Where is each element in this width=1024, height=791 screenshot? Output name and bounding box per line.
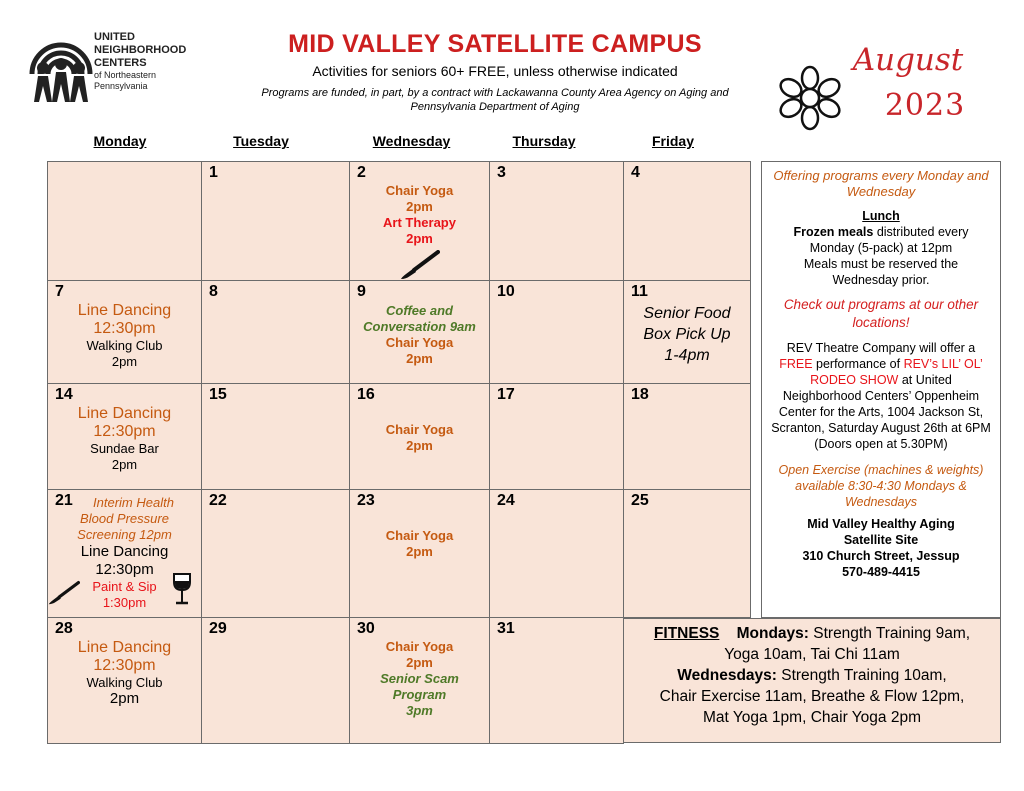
event-time: 2pm: [406, 351, 433, 366]
date-number: 11: [631, 283, 648, 300]
event-title: Chair Yoga: [385, 422, 454, 437]
event-time: Screening 12pm: [77, 527, 172, 542]
unc-logo: [28, 28, 200, 108]
month-label: August: [852, 42, 964, 78]
funding-line: Pennsylvania Department of Aging: [410, 101, 580, 113]
rev-text: at United Neighborhood Centers’ Oppenheim Center for the Arts, 1004 Jackson St, Scranton, Saturday August 26th at 6PM: [771, 373, 991, 435]
event-title: Chair Yoga: [385, 183, 454, 198]
event-title: Program: [392, 687, 447, 702]
calendar-cell: [349, 489, 490, 618]
event-time: 1:30pm: [102, 595, 147, 610]
event-time: 12:30pm: [93, 423, 156, 440]
date-number: 4: [631, 164, 640, 181]
event-time: 12:30pm: [93, 657, 156, 674]
rev-theatre-note: [770, 340, 992, 436]
calendar-cell: [489, 489, 624, 618]
event-title: Blood Pressure: [80, 511, 169, 526]
event-title: Senior Food: [643, 305, 731, 322]
funding-line: Programs are funded, in part, by a contract with Lackawanna County Area Agency on Aging and: [261, 87, 729, 99]
rev-show-title: REV’s LIL’ OL’ RODEO SHOW: [810, 357, 983, 387]
event-time: 2pm: [406, 544, 433, 559]
logo-line: CENTERS: [94, 57, 147, 69]
flower-icon: [776, 64, 844, 132]
calendar-cell: [349, 617, 490, 744]
event-title: Interim Health: [93, 495, 174, 510]
date-number: 14: [55, 386, 73, 403]
event-title: Coffee and: [386, 303, 453, 318]
date-number: 22: [209, 492, 227, 509]
event-title: Line Dancing: [80, 543, 169, 560]
rev-doors: (Doors open at 5.30PM): [814, 437, 948, 451]
date-number: 9: [357, 283, 366, 300]
calendar-cell: [489, 161, 624, 281]
calendar-cell: [349, 280, 490, 384]
event-time: 12:30pm: [93, 320, 156, 337]
calendar-cell: [623, 161, 751, 281]
event-time: 3pm: [406, 703, 433, 718]
calendar-cell: [201, 280, 350, 384]
lunch-bold: Frozen meals: [793, 225, 874, 239]
date-number: 3: [497, 164, 506, 181]
date-number: 24: [497, 492, 515, 509]
logo-figures-icon: [28, 30, 94, 106]
site-name: Satellite Site: [843, 533, 919, 547]
calendar-cell: [47, 280, 202, 384]
date-number: 23: [357, 492, 375, 509]
site-phone: 570-489-4415: [842, 565, 920, 579]
event-title: Walking Club: [86, 675, 163, 690]
mondays-text: Strength Training 9am,: [808, 625, 971, 642]
date-number: 30: [357, 620, 375, 637]
funding-note: [215, 86, 775, 114]
fitness-line: [630, 665, 994, 686]
fitness-line: [630, 623, 994, 644]
calendar-cell: [623, 489, 751, 618]
site-address: 310 Church Street, Jessup: [802, 549, 960, 563]
offering-note: Offering programs every Monday and Wednesday: [773, 168, 989, 199]
calendar-cell: [201, 383, 350, 490]
calendar-cell: [489, 383, 624, 490]
site-name: Mid Valley Healthy Aging: [807, 517, 955, 531]
calendar-cell: [623, 383, 751, 490]
calendar-cell: [489, 280, 624, 384]
wednesdays-label: Wednesdays:: [677, 667, 777, 684]
event-time: 2pm: [406, 231, 433, 246]
calendar-cell: [47, 383, 202, 490]
event-time: 2pm: [406, 438, 433, 453]
calendar-cell-empty: [47, 161, 202, 281]
event-title: Senior Scam: [380, 671, 459, 686]
rev-free: FREE: [779, 357, 813, 371]
logo-line: of Northeastern: [94, 70, 157, 80]
event-title: Chair Yoga: [385, 639, 454, 654]
day-header-wednesday: Wednesday: [372, 133, 451, 149]
event-title: Art Therapy: [383, 215, 456, 230]
year-label: 2023: [884, 88, 966, 123]
fitness-label: FITNESS: [653, 625, 720, 642]
fitness-schedule: [623, 618, 1001, 743]
event-title: Line Dancing: [77, 405, 172, 422]
open-exercise-note: Open Exercise (machines & weights) available 8:30-4:30 Mondays & Wednesdays: [778, 463, 984, 509]
day-header-friday: Friday: [651, 133, 694, 149]
date-number: 16: [357, 386, 375, 403]
lunch-reserve: Meals must be reserved the Wednesday prior.: [803, 257, 959, 287]
event-time: 2pm: [111, 354, 138, 369]
calendar-cell: [47, 617, 202, 744]
page-title: MID VALLEY SATELLITE CAMPUS: [288, 30, 702, 58]
event-title: Line Dancing: [77, 639, 172, 656]
date-number: 29: [209, 620, 227, 637]
paintbrush-icon: [48, 578, 80, 608]
logo-line: UNITED: [94, 31, 135, 43]
calendar-cell: [349, 161, 490, 281]
wednesdays-text: Strength Training 10am,: [776, 667, 947, 684]
wine-glass-icon: [171, 572, 193, 606]
calendar-cell: [623, 280, 751, 384]
date-number: 7: [55, 283, 64, 300]
date-number: 18: [631, 386, 649, 403]
day-header-tuesday: Tuesday: [233, 133, 289, 149]
calendar-cell: [201, 489, 350, 618]
event-title: Chair Yoga: [385, 335, 454, 350]
fitness-line: Yoga 10am, Tai Chi 11am: [724, 646, 900, 663]
date-number: 17: [497, 386, 515, 403]
mondays-label: Mondays:: [736, 625, 809, 642]
event-title: Chair Yoga: [385, 528, 454, 543]
date-number: 15: [209, 386, 227, 403]
date-number: 31: [497, 620, 515, 637]
calendar-cell: [489, 617, 624, 744]
date-number: 28: [55, 620, 73, 637]
event-title: Conversation 9am: [363, 319, 476, 334]
logo-line: Pennsylvania: [94, 81, 148, 91]
page-subtitle: Activities for seniors 60+ FREE, unless otherwise indicated: [312, 63, 678, 79]
calendar-cell: [201, 161, 350, 281]
event-title: Walking Club: [86, 338, 163, 353]
fitness-line: Mat Yoga 1pm, Chair Yoga 2pm: [702, 709, 921, 726]
event-time: 12:30pm: [95, 561, 154, 578]
date-number: 8: [209, 283, 218, 300]
event-time: 1-4pm: [664, 347, 710, 364]
event-time: 2pm: [406, 199, 433, 214]
info-sidebar: [761, 161, 1001, 618]
date-number: 25: [631, 492, 649, 509]
other-locations-note: Check out programs at our other locations!: [783, 297, 979, 330]
event-title: Paint & Sip: [92, 579, 157, 594]
paintbrush-icon: [400, 250, 440, 280]
event-title: Box Pick Up: [643, 326, 731, 343]
day-header-monday: Monday: [93, 133, 147, 149]
calendar-cell: [47, 489, 202, 618]
calendar-cell: [201, 617, 350, 744]
lunch-text: distributed every Monday (5-pack) at 12pm: [809, 225, 969, 255]
rev-text: REV Theatre Company will offer a: [786, 341, 976, 355]
date-number: 10: [497, 283, 515, 300]
event-time: 2pm: [109, 690, 140, 707]
event-title: Sundae Bar: [90, 441, 159, 456]
event-time: 2pm: [111, 457, 138, 472]
lunch-heading: Lunch: [862, 209, 900, 223]
fitness-line: Chair Exercise 11am, Breathe & Flow 12pm,: [659, 688, 965, 705]
date-number: 1: [209, 164, 218, 181]
event-time: 2pm: [406, 655, 433, 670]
rev-text: performance of: [812, 357, 904, 371]
date-number: 2: [357, 164, 366, 181]
date-number: 21: [55, 492, 73, 509]
logo-line: NEIGHBORHOOD: [94, 44, 187, 56]
event-title: Line Dancing: [77, 302, 172, 319]
calendar-cell: [349, 383, 490, 490]
day-header-thursday: Thursday: [512, 133, 576, 149]
lunch-info: [770, 224, 992, 256]
